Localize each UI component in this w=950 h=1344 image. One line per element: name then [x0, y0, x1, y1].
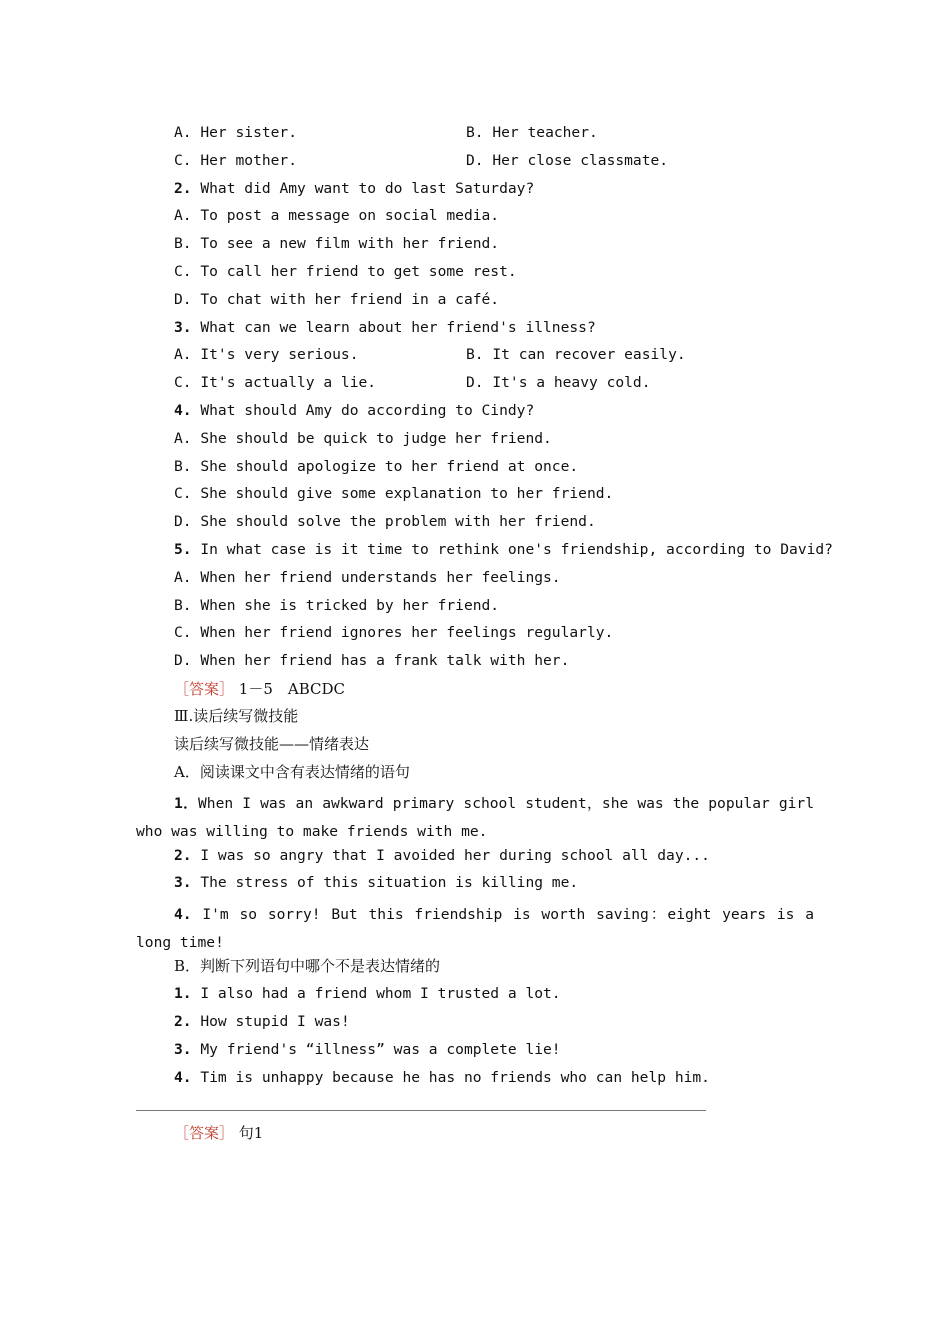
option-3c: C. It's actually a lie.	[174, 374, 377, 391]
option-2c: C. To call her friend to get some rest.	[174, 263, 517, 280]
item-number: 2.	[174, 847, 192, 864]
answer-1	[174, 679, 345, 699]
item-number: 4.	[174, 1069, 192, 1086]
item-number: 1.	[174, 985, 192, 1002]
option-2a: A. To post a message on social media.	[174, 207, 500, 224]
option-3a: A. It's very serious.	[174, 346, 359, 363]
part-a-item-1	[136, 790, 814, 846]
item-text: When I was an awkward primary school student，she was the popular girl who was willing to make friends with me.	[136, 795, 814, 840]
option-3b: B. It can recover easily.	[466, 346, 686, 363]
option-1b: B. Her teacher.	[466, 124, 598, 141]
question-4	[174, 401, 534, 421]
item-text: The stress of this situation is killing me.	[191, 874, 579, 891]
option-5d: D. When her friend has a frank talk with her.	[174, 652, 570, 669]
question-text: What should Amy do according to Cindy?	[191, 402, 535, 419]
option-4a: A. She should be quick to judge her friend.	[174, 430, 552, 447]
option-4b: B. She should apologize to her friend at once.	[174, 458, 579, 475]
question-text: In what case is it time to rethink one's friendship, according to David?	[191, 541, 833, 558]
option-5a: A. When her friend understands her feelings.	[174, 569, 561, 586]
option-5b: B. When she is tricked by her friend.	[174, 597, 500, 614]
part-b-item-2	[174, 1012, 350, 1032]
question-number: 2.	[174, 180, 192, 197]
option-2d: D. To chat with her friend in a café.	[174, 291, 500, 308]
part-a-item-2	[174, 846, 710, 866]
option-3d: D. It's a heavy cold.	[466, 374, 651, 391]
part-a-title: A．阅读课文中含有表达情绪的语句	[174, 763, 410, 781]
option-4d: D. She should solve the problem with her friend.	[174, 513, 596, 530]
answer-text: 1－5 ABCDC	[234, 680, 345, 698]
option-5c: C. When her friend ignores her feelings regularly.	[174, 624, 614, 641]
part-b-item-1	[174, 984, 561, 1004]
option-4c: C. She should give some explanation to her friend.	[174, 485, 614, 502]
answer-tag: ［答案］	[174, 1124, 235, 1142]
part-b-item-4	[174, 1068, 710, 1088]
option-1c: C. Her mother.	[174, 152, 298, 169]
item-number: 2.	[174, 1013, 192, 1030]
option-1a: A. Her sister.	[174, 124, 298, 141]
question-5	[174, 540, 833, 560]
answer-tag: ［答案］	[174, 680, 235, 698]
item-text: I was so angry that I avoided her during school all day...	[191, 847, 710, 864]
option-1d: D. Her close classmate.	[466, 152, 669, 169]
item-number: 4.	[174, 906, 192, 923]
item-number: 3.	[174, 874, 192, 891]
option-2b: B. To see a new film with her friend.	[174, 235, 500, 252]
answer-text: 句1	[234, 1124, 264, 1142]
part-a-item-3	[174, 873, 578, 893]
skill-title: 读后续写微技能——情绪表达	[174, 735, 370, 753]
item-number: 3.	[174, 1041, 192, 1058]
item-text: My friend's “illness” was a complete lie!	[191, 1041, 561, 1058]
question-number: 3.	[174, 319, 192, 336]
question-3	[174, 318, 596, 338]
item-text: I also had a friend whom I trusted a lot.	[191, 985, 561, 1002]
divider	[136, 1110, 706, 1111]
part-b-title: B．判断下列语句中哪个不是表达情绪的	[174, 957, 441, 975]
question-text: What can we learn about her friend's illness?	[191, 319, 596, 336]
question-number: 4.	[174, 402, 192, 419]
item-text: Tim is unhappy because he has no friends who can help him.	[191, 1069, 710, 1086]
question-number: 5.	[174, 541, 192, 558]
item-text: I'm so sorry! But this friendship is worth saving：eight years is a long time!	[136, 906, 814, 951]
item-number: 1．	[174, 795, 198, 812]
question-text: What did Amy want to do last Saturday?	[191, 180, 535, 197]
answer-2	[174, 1123, 263, 1143]
part-b-item-3	[174, 1040, 561, 1060]
part-a-item-4	[136, 901, 814, 957]
section-3-title: Ⅲ.读后续写微技能	[174, 707, 299, 725]
question-2	[174, 179, 534, 199]
item-text: How stupid I was!	[191, 1013, 350, 1030]
